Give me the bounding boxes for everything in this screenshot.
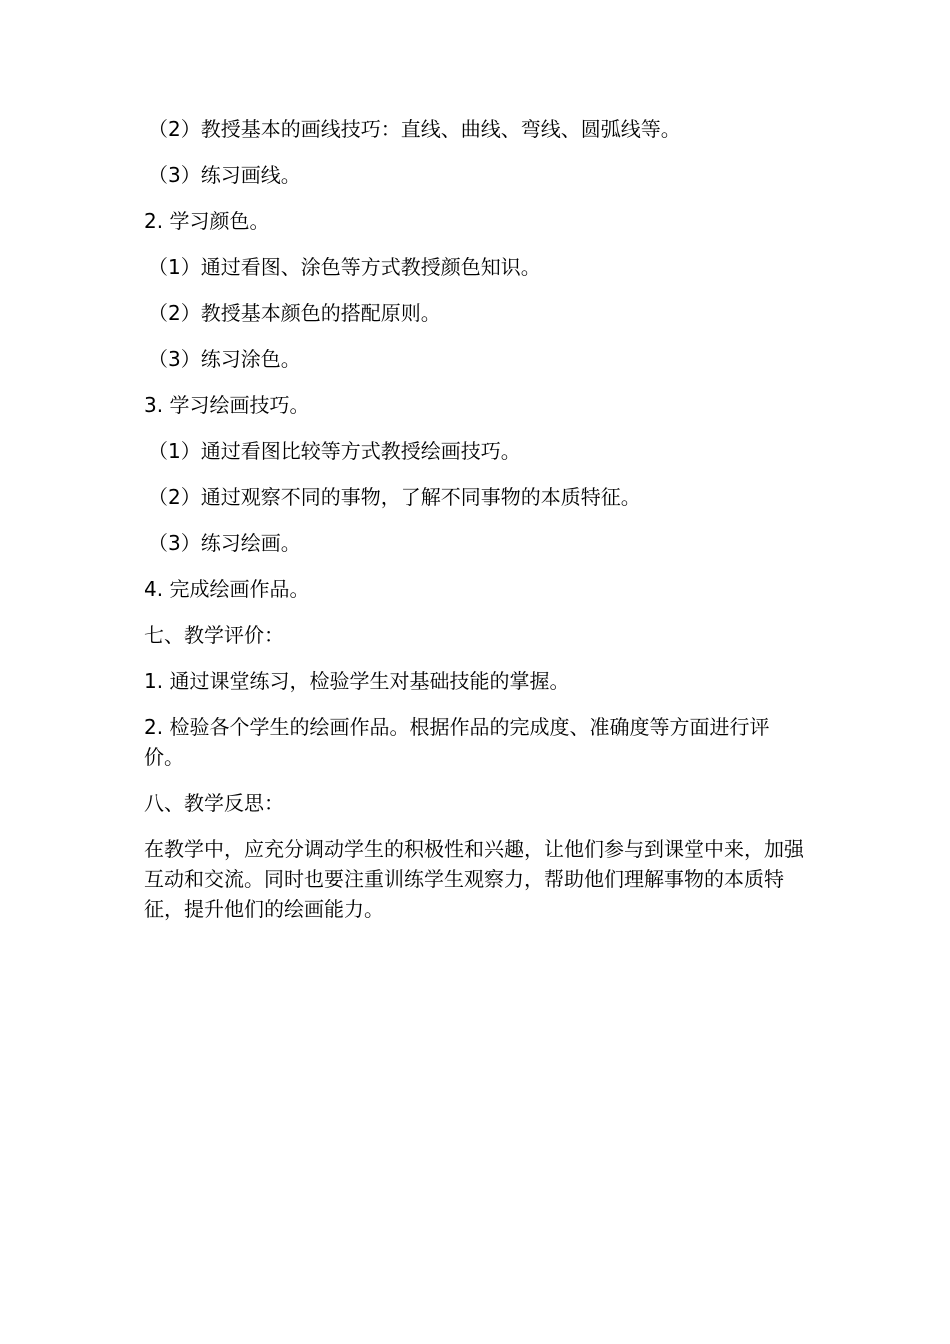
paragraph-evaluation-1: 1. 通过课堂练习，检验学生对基础技能的掌握。	[144, 669, 570, 693]
heading-learn-painting: 3. 学习绘画技巧。	[144, 393, 310, 417]
document-page	[144, 114, 804, 940]
paragraph-color-matching: （2）教授基本颜色的搭配原则。	[148, 301, 441, 325]
paragraph-drawing-techniques: （2）教授基本的画线技巧：直线、曲线、弯线、圆弧线等。	[148, 117, 681, 141]
paragraph-reflection: 在教学中，应充分调动学生的积极性和兴趣，让他们参与到课堂中来，加强互动和交流。同时也要注重训练学生观察力，帮助他们理解事物的本质特征，提升他们的绘画能力。	[144, 837, 804, 921]
paragraph-practice-coloring: （3）练习涂色。	[148, 347, 301, 371]
paragraph-evaluation-2: 2. 检验各个学生的绘画作品。根据作品的完成度、准确度等方面进行评价。	[144, 715, 770, 769]
heading-complete-work: 4. 完成绘画作品。	[144, 577, 310, 601]
paragraph-practice-lines: （3）练习画线。	[148, 163, 301, 187]
paragraph-observation: （2）通过观察不同的事物，了解不同事物的本质特征。	[148, 485, 641, 509]
section-heading-reflection: 八、教学反思：	[144, 791, 284, 815]
paragraph-color-knowledge: （1）通过看图、涂色等方式教授颜色知识。	[148, 255, 541, 279]
section-heading-evaluation: 七、教学评价：	[144, 623, 284, 647]
paragraph-practice-painting: （3）练习绘画。	[148, 531, 301, 555]
paragraph-painting-skills: （1）通过看图比较等方式教授绘画技巧。	[148, 439, 521, 463]
heading-learn-color: 2. 学习颜色。	[144, 209, 270, 233]
